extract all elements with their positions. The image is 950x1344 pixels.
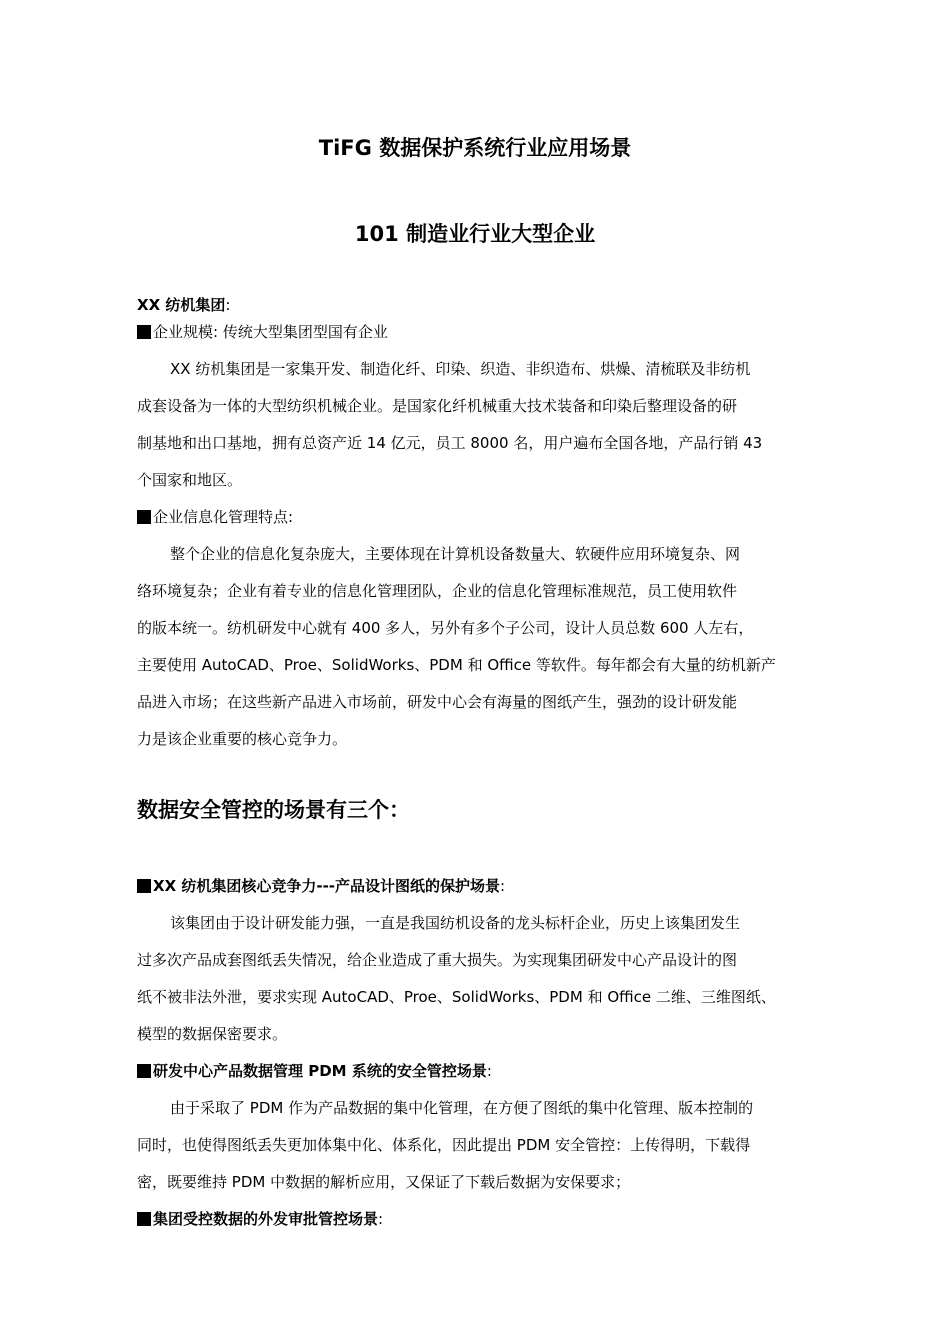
square-bullet-icon	[137, 1064, 151, 1078]
company-heading	[137, 294, 817, 316]
scenario-line: 纸不被非法外泄，要求实现 AutoCAD、Proe、SolidWorks、PDM 和 Office 二维、三维图纸、	[137, 988, 776, 1006]
scenario-heading-text: XX 纺机集团核心竞争力---产品设计图纸的保护场景	[153, 877, 501, 895]
scenario-line: 模型的数据保密要求。	[137, 1025, 288, 1043]
scenario-line: 同时，也使得图纸丢失更加体集中化、体系化，因此提出 PDM 安全管控：上传得明，下载得	[137, 1136, 751, 1154]
it-line: 力是该企业重要的核心竞争力。	[137, 730, 348, 748]
company-name: XX 纺机集团	[137, 296, 226, 314]
it-management-label	[137, 506, 817, 528]
square-bullet-icon	[137, 325, 151, 339]
scenario-heading-colon: :	[378, 1210, 384, 1228]
scenario-line: 由于采取了 PDM 作为产品数据的集中化管理，在方便了图纸的集中化管理、版本控制的	[170, 1099, 754, 1117]
intro-line: 制基地和出口基地，拥有总资产近 14 亿元，员工 8000 名，用户遍布全国各地，产品行销 43	[137, 434, 763, 452]
it-line: 品进入市场；在这些新产品进入市场前，研发中心会有海量的图纸产生，强劲的设计研发能	[137, 693, 738, 711]
scenario-heading	[137, 1060, 817, 1082]
scenario-heading-colon: :	[486, 1062, 492, 1080]
scenario-line: 该集团由于设计研发能力强，一直是我国纺机设备的龙头标杆企业，历史上该集团发生	[170, 914, 741, 932]
scenario-heading-text: 集团受控数据的外发审批管控场景	[153, 1210, 379, 1228]
scenario-heading	[137, 1208, 817, 1230]
intro-line: 个国家和地区。	[137, 471, 243, 489]
scenario-heading-text: 研发中心产品数据管理 PDM 系统的安全管控场景	[153, 1062, 487, 1080]
document-title: TiFG 数据保护系统行业应用场景	[318, 136, 632, 160]
it-line: 的版本统一。纺机研发中心就有 400 多人，另外有多个子公司，设计人员总数 600 人左右，	[137, 619, 754, 637]
scenario-line: 密，既要维持 PDM 中数据的解析应用，又保证了下载后数据为安保要求；	[137, 1173, 631, 1191]
scenario-line: 过多次产品成套图纸丢失情况，给企业造成了重大损失。为实现集团研发中心产品设计的图	[137, 951, 738, 969]
company-scale-text: 企业规模: 传统大型集团型国有企业	[153, 323, 388, 341]
scenario-heading-colon: :	[500, 877, 506, 895]
scenario-heading	[137, 875, 817, 897]
intro-line: 成套设备为一体的大型纺织机械企业。是国家化纤机械重大技术装备和印染后整理设备的研	[137, 397, 738, 415]
company-scale	[137, 321, 817, 343]
document-subtitle: 101 制造业行业大型企业	[354, 222, 596, 246]
it-line: 主要使用 AutoCAD、Proe、SolidWorks、PDM 和 Office 等软件。每年都会有大量的纺机新产	[137, 656, 776, 674]
intro-line: XX 纺机集团是一家集开发、制造化纤、印染、织造、非织造布、烘燥、清梳联及非纺机	[170, 360, 751, 378]
scenarios-heading: 数据安全管控的场景有三个：	[137, 798, 410, 822]
it-line: 络环境复杂；企业有着专业的信息化管理团队，企业的信息化管理标准规范，员工使用软件	[137, 582, 738, 600]
it-line: 整个企业的信息化复杂庞大，主要体现在计算机设备数量大、软硬件应用环境复杂、网	[170, 545, 741, 563]
it-management-text: 企业信息化管理特点:	[153, 508, 294, 526]
square-bullet-icon	[137, 1212, 151, 1226]
square-bullet-icon	[137, 879, 151, 893]
square-bullet-icon	[137, 510, 151, 524]
company-heading-colon: :	[225, 296, 231, 314]
